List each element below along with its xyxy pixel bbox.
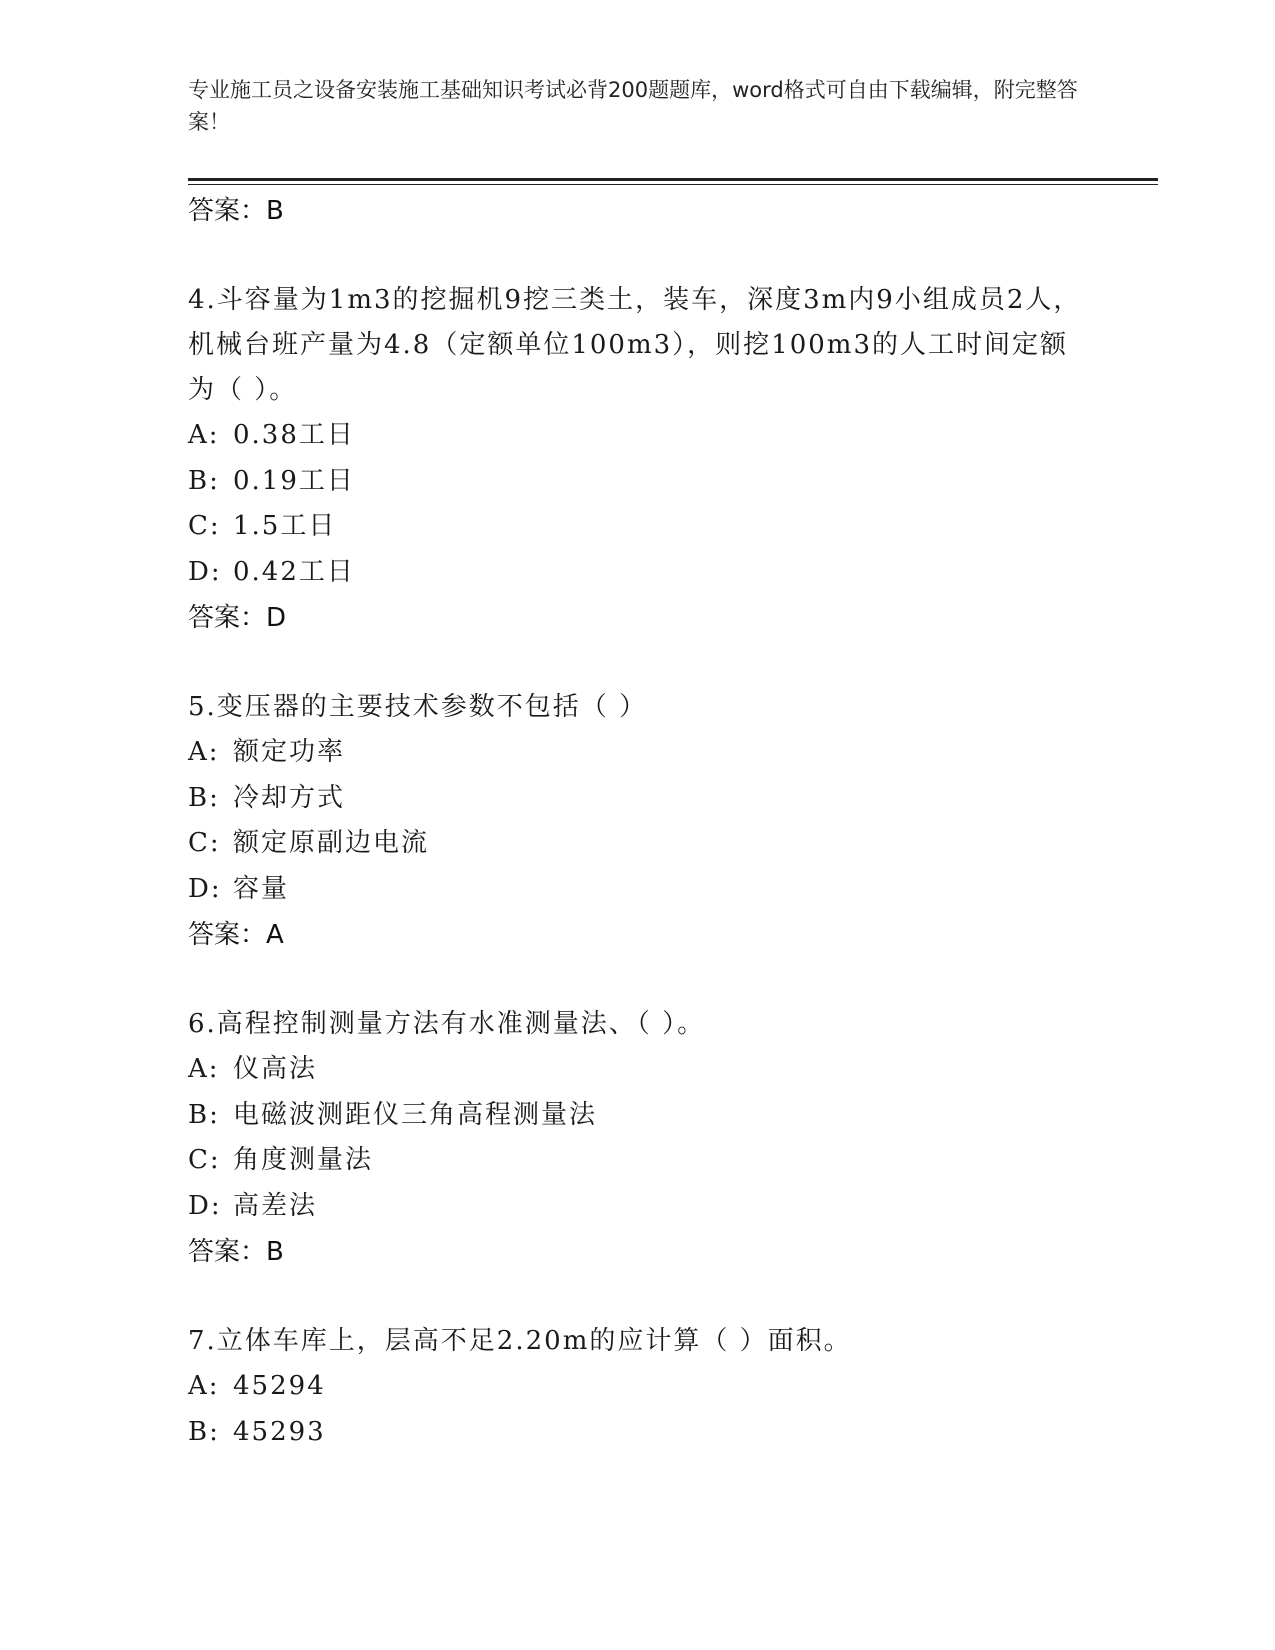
option-text: 0.42工日 [233,556,355,587]
question-text: 6.高程控制测量方法有水准测量法、（ ）。 [188,1009,706,1039]
option-a [188,413,1088,459]
option-text: 45294 [233,1371,326,1401]
option-label: D: [188,1190,222,1221]
option-label: D: [188,873,222,904]
option-a [188,730,1088,776]
option-d [188,867,1088,913]
option-b [188,776,1088,822]
answer-label: 答案：A [188,920,284,950]
option-text: 1.5工日 [233,511,337,541]
option-text: 额定功率 [233,737,346,767]
option-label: B: [188,1416,220,1447]
option-label: B: [188,1099,220,1130]
option-text: 电磁波测距仪三角高程测量法 [233,1099,598,1130]
option-text: 0.19工日 [233,465,355,496]
option-d [188,550,1088,596]
option-text: 容量 [233,873,290,904]
option-label: C: [188,511,221,541]
document-body [188,188,1088,1455]
option-label: C: [188,828,221,858]
option-c [188,1138,1088,1184]
answer-label: 答案：D [188,603,287,633]
question-text: 7.立体车库上，层高不足2.20m的应计算（ ）面积。 [188,1326,852,1356]
option-label: A: [188,1054,220,1084]
option-text: 45293 [233,1416,326,1447]
option-text: 高差法 [233,1190,318,1221]
option-text: 角度测量法 [233,1145,374,1175]
option-label: A: [188,737,220,767]
option-d [188,1184,1088,1230]
question-block [188,685,1088,958]
option-label: C: [188,1145,221,1175]
option-label: B: [188,782,220,813]
option-label: A: [188,1371,220,1401]
question-text: 5.变压器的主要技术参数不包括（ ） [188,692,648,722]
option-text: 仪高法 [233,1054,318,1084]
option-c [188,504,1088,550]
answer-label: 答案：B [188,196,284,226]
option-a [188,1364,1088,1410]
option-a [188,1047,1088,1093]
option-text: 额定原副边电流 [233,828,430,858]
option-b [188,459,1088,505]
option-text: 冷却方式 [233,782,346,813]
option-text: 0.38工日 [233,420,355,450]
option-label: D: [188,556,222,587]
option-c [188,821,1088,867]
option-b [188,1410,1088,1456]
option-label: B: [188,465,220,496]
header-rule-thick [188,178,1158,181]
question-block [188,1319,1088,1455]
option-label: A: [188,420,220,450]
question-block [188,278,1088,641]
option-b [188,1093,1088,1139]
answer-label: 答案：B [188,1237,284,1267]
header-rule-thin [188,184,1158,185]
question-text: 4.斗容量为1m3的挖掘机9挖三类土，装车，深度3m内9小组成员2人，机械台班产量为4.8（定额单位100m3），则挖100m3的人工时间定额为（ ）。 [188,285,1082,405]
question-block [188,1002,1088,1275]
document-header: 专业施工员之设备安装施工基础知识考试必背200题题库，word格式可自由下载编辑，附完整答案！ [188,78,1078,134]
